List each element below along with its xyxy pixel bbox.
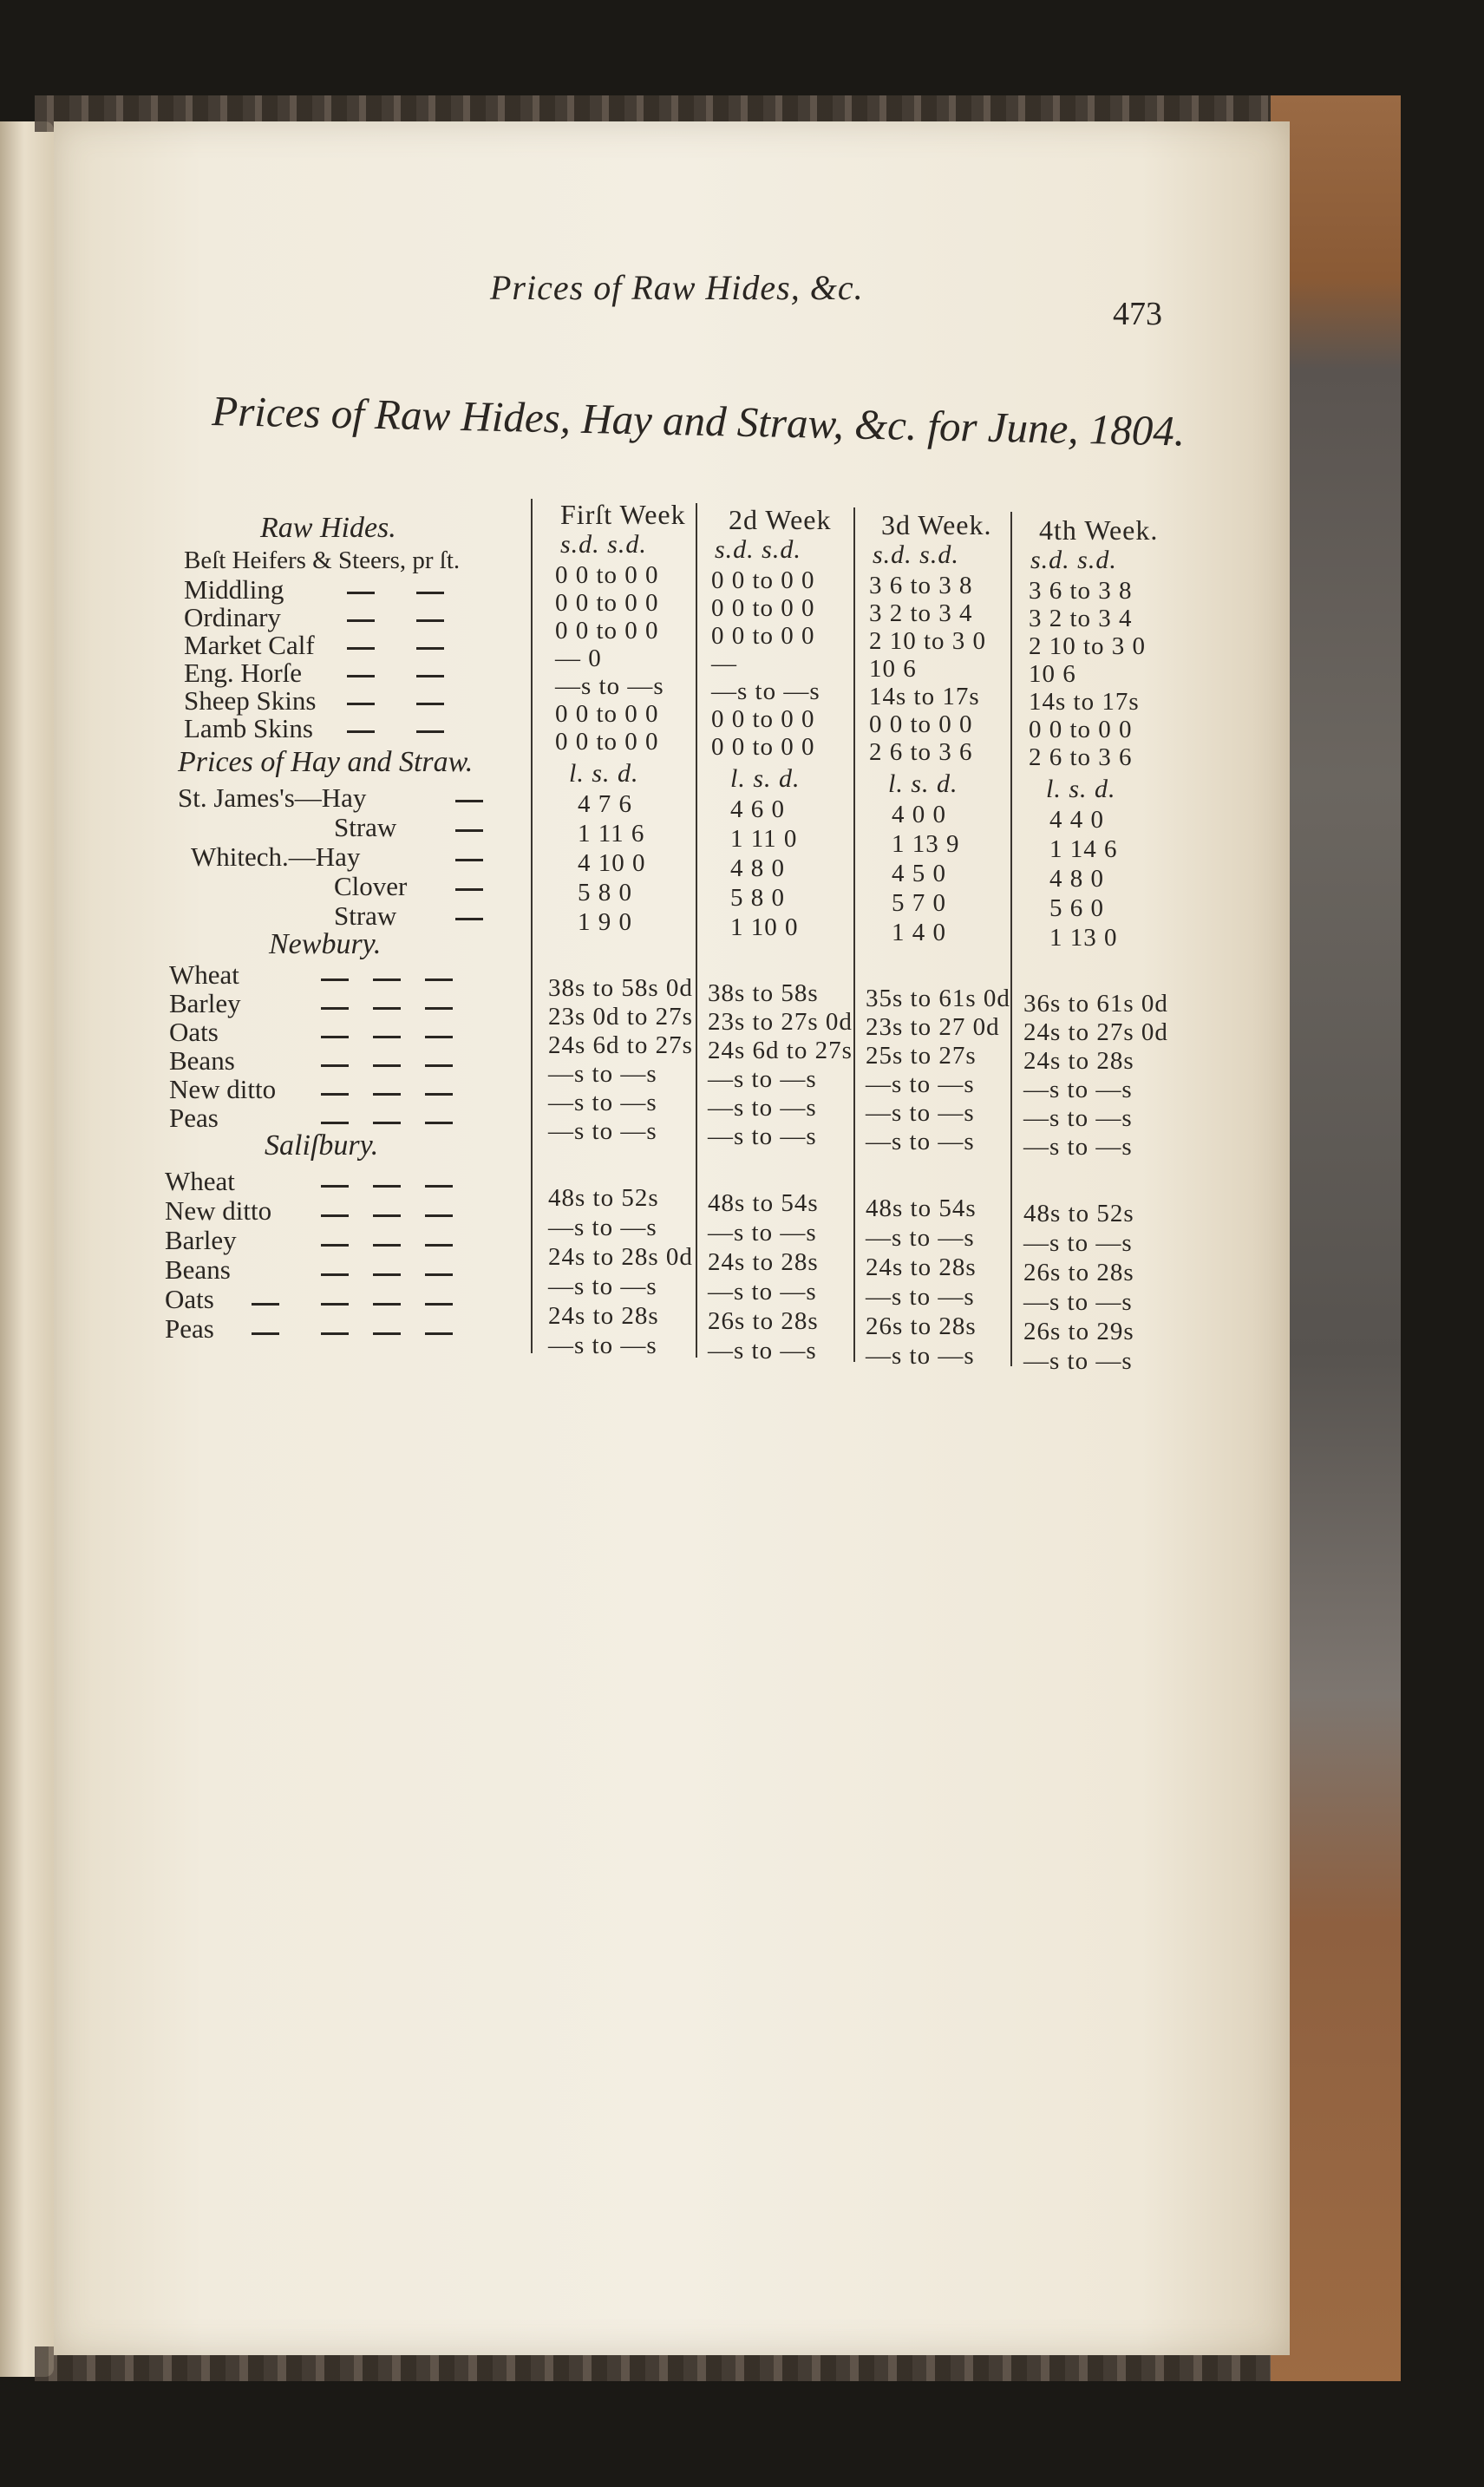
- salisbury-label: Peas: [165, 1313, 214, 1344]
- dash: [455, 859, 483, 861]
- salisbury-heading: Saliſbury.: [265, 1129, 379, 1162]
- lsd-heading: l. s. d.: [569, 759, 639, 788]
- hide-price: 0 0 to 0 0: [555, 617, 659, 645]
- hay-label: St. James's—Hay: [178, 782, 367, 813]
- hay-label: Straw: [334, 812, 397, 842]
- newbury-price: —s to —s: [1023, 1133, 1133, 1161]
- hide-price: 2 6 to 3 6: [1029, 743, 1133, 771]
- salisbury-price: —s to —s: [548, 1214, 657, 1241]
- hay-price: 1 13 9: [892, 830, 960, 858]
- salisbury-price: —s to —s: [866, 1224, 975, 1252]
- salisbury-price: —s to —s: [708, 1278, 817, 1306]
- hide-price: 3 2 to 3 4: [1029, 605, 1133, 632]
- hay-price: 5 8 0: [730, 884, 785, 912]
- salisbury-price: —s to —s: [708, 1337, 817, 1365]
- salisbury-price: 48s to 52s: [1023, 1200, 1134, 1227]
- newbury-price: 24s to 27s 0d: [1023, 1018, 1168, 1046]
- salisbury-price: —s to —s: [1023, 1347, 1133, 1375]
- newbury-price: 23s to 27s 0d: [708, 1008, 853, 1036]
- newbury-label: New ditto: [169, 1074, 277, 1104]
- hay-price: 1 9 0: [578, 908, 632, 936]
- dash: [347, 619, 375, 622]
- salisbury-label: Beans: [165, 1254, 231, 1285]
- hay-price: 1 10 0: [730, 913, 799, 941]
- newbury-price: 23s 0d to 27s: [548, 1003, 693, 1031]
- hide-label: Market Calf: [184, 630, 315, 660]
- lsd-heading: l. s. d.: [1046, 775, 1116, 803]
- salisbury-price: 26s to 28s: [1023, 1259, 1134, 1286]
- dash: [347, 592, 375, 594]
- newbury-price: 23s to 27 0d: [866, 1013, 1000, 1041]
- hide-price: —s to —s: [555, 672, 664, 700]
- lsd-heading: l. s. d.: [730, 764, 801, 793]
- week-heading: 3d Week.: [881, 509, 992, 540]
- hide-price: 14s to 17s: [869, 683, 980, 710]
- raw-hides-heading: Raw Hides.: [260, 512, 396, 544]
- hay-price: 5 8 0: [578, 879, 632, 906]
- hide-price: 0 0 to 0 0: [1029, 716, 1133, 743]
- dash: [425, 1007, 453, 1010]
- hide-label: Ordinary: [184, 602, 281, 632]
- salisbury-price: —s to —s: [548, 1273, 657, 1300]
- dash: [373, 1273, 401, 1276]
- facing-page-edge: [0, 121, 54, 2377]
- newbury-price: 25s to 27s: [866, 1042, 977, 1070]
- hide-price: 3 6 to 3 8: [869, 572, 973, 599]
- dash: [347, 730, 375, 733]
- week-heading: 4th Week.: [1039, 514, 1159, 546]
- page-title: Prices of Raw Hides, Hay and Straw, &c. for June, 1804.: [211, 386, 1186, 455]
- salisbury-price: 48s to 52s: [548, 1184, 659, 1212]
- dash: [321, 1093, 349, 1096]
- hide-label: Beſt Heifers & Steers, pr ſt.: [184, 546, 461, 574]
- dash: [373, 1244, 401, 1247]
- hay-price: 1 4 0: [892, 919, 946, 946]
- salisbury-label: New ditto: [165, 1195, 272, 1226]
- dash: [321, 1036, 349, 1038]
- dash: [425, 1185, 453, 1188]
- newbury-label: Peas: [169, 1103, 219, 1133]
- dash: [455, 800, 483, 802]
- dash: [321, 1244, 349, 1247]
- salisbury-price: 48s to 54s: [708, 1189, 819, 1217]
- dash: [416, 675, 444, 677]
- salisbury-label: Barley: [165, 1225, 237, 1255]
- dash: [425, 1244, 453, 1247]
- dash: [347, 703, 375, 705]
- hide-price: 2 10 to 3 0: [1029, 632, 1147, 660]
- hay-label: Whitech.—Hay: [191, 841, 361, 872]
- hide-price: — 0: [555, 645, 602, 672]
- newbury-price: 35s to 61s 0d: [866, 985, 1010, 1012]
- hide-price: 10 6: [1029, 660, 1076, 688]
- column-rule: [1010, 512, 1012, 1366]
- hay-price: 4 4 0: [1049, 806, 1104, 834]
- book-cover-right: [1271, 95, 1401, 2381]
- newbury-price: —s to —s: [866, 1099, 975, 1127]
- hide-price: 0 0 to 0 0: [555, 700, 659, 728]
- hide-price: —s to —s: [711, 677, 820, 705]
- hay-price: 4 10 0: [578, 849, 646, 877]
- hide-label: Sheep Skins: [184, 685, 317, 716]
- hide-price: 0 0 to 0 0: [555, 561, 659, 589]
- salisbury-price: 24s to 28s: [548, 1302, 659, 1330]
- hay-price: 1 14 6: [1049, 835, 1118, 863]
- newbury-price: 24s 6d to 27s: [708, 1037, 853, 1064]
- dash: [373, 1185, 401, 1188]
- newbury-label: Barley: [169, 988, 241, 1018]
- newbury-price: 24s to 28s: [1023, 1047, 1134, 1075]
- newbury-price: —s to —s: [708, 1122, 817, 1150]
- hide-price: 0 0 to 0 0: [711, 594, 815, 622]
- hide-price: 0 0 to 0 0: [711, 733, 815, 761]
- newbury-label: Beans: [169, 1045, 235, 1076]
- dash: [321, 1007, 349, 1010]
- dash: [425, 1214, 453, 1217]
- hide-price: 14s to 17s: [1029, 688, 1140, 716]
- dash: [347, 647, 375, 650]
- hide-price: 2 10 to 3 0: [869, 627, 987, 655]
- dash: [321, 1064, 349, 1067]
- dash: [373, 978, 401, 981]
- hide-price: 2 6 to 3 6: [869, 738, 973, 766]
- hide-price: 0 0 to 0 0: [711, 566, 815, 594]
- hide-label: Lamb Skins: [184, 713, 313, 743]
- hay-price: 4 8 0: [730, 854, 785, 882]
- newbury-price: 38s to 58s 0d: [548, 974, 693, 1002]
- newbury-price: 38s to 58s: [708, 979, 819, 1007]
- dash: [425, 1122, 453, 1124]
- newbury-heading: Newbury.: [269, 928, 382, 960]
- dash: [252, 1303, 279, 1306]
- hay-price: 5 6 0: [1049, 894, 1104, 922]
- hide-price: —: [711, 650, 737, 677]
- dash: [416, 647, 444, 650]
- dash: [347, 675, 375, 677]
- hay-price: 1 11 0: [730, 825, 798, 853]
- newbury-price: 36s to 61s 0d: [1023, 990, 1168, 1018]
- dash: [321, 1332, 349, 1335]
- dash: [373, 1007, 401, 1010]
- dash: [252, 1332, 279, 1335]
- week-heading: 2d Week: [729, 504, 832, 535]
- newbury-label: Oats: [169, 1017, 219, 1047]
- newbury-price: —s to —s: [708, 1094, 817, 1122]
- dash: [416, 730, 444, 733]
- hay-price: 1 11 6: [578, 820, 645, 848]
- dash: [416, 703, 444, 705]
- salisbury-price: 24s to 28s 0d: [548, 1243, 693, 1271]
- page-number: 473: [1113, 296, 1162, 332]
- hide-price: 0 0 to 0 0: [711, 705, 815, 733]
- newbury-price: —s to —s: [1023, 1104, 1133, 1132]
- running-head: Prices of Raw Hides, &c.: [490, 268, 864, 307]
- salisbury-price: —s to —s: [866, 1283, 975, 1311]
- newbury-price: —s to —s: [866, 1070, 975, 1098]
- hide-price: 0 0 to 0 0: [869, 710, 973, 738]
- column-rule: [853, 507, 855, 1362]
- hide-label: Middling: [184, 574, 284, 605]
- dash: [321, 1122, 349, 1124]
- dash: [425, 978, 453, 981]
- column-rule: [696, 503, 697, 1358]
- newbury-price: —s to —s: [548, 1117, 657, 1145]
- column-rule: [531, 499, 533, 1353]
- salisbury-label: Wheat: [165, 1166, 235, 1196]
- salisbury-price: 24s to 28s: [708, 1248, 819, 1276]
- week-heading: Firſt Week: [560, 499, 686, 530]
- dash: [373, 1303, 401, 1306]
- salisbury-price: 26s to 28s: [866, 1312, 977, 1340]
- dash: [425, 1303, 453, 1306]
- salisbury-price: 26s to 28s: [708, 1307, 819, 1335]
- hay-heading: Prices of Hay and Straw.: [178, 746, 474, 778]
- dash: [425, 1332, 453, 1335]
- dash: [455, 918, 483, 920]
- dash: [425, 1273, 453, 1276]
- salisbury-price: —s to —s: [548, 1332, 657, 1359]
- dash: [455, 888, 483, 891]
- dash: [425, 1036, 453, 1038]
- salisbury-price: —s to —s: [1023, 1288, 1133, 1316]
- hide-label: Eng. Horſe: [184, 658, 303, 688]
- salisbury-price: 26s to 29s: [1023, 1318, 1134, 1345]
- dash: [373, 1093, 401, 1096]
- hay-label: Straw: [334, 900, 397, 931]
- dash: [373, 1036, 401, 1038]
- newbury-price: —s to —s: [866, 1128, 975, 1155]
- hide-price: 10 6: [869, 655, 917, 683]
- dash: [416, 592, 444, 594]
- newbury-price: —s to —s: [1023, 1076, 1133, 1103]
- dash: [416, 619, 444, 622]
- dash: [321, 1303, 349, 1306]
- hay-price: 4 8 0: [1049, 865, 1104, 893]
- dash: [425, 1093, 453, 1096]
- lsd-heading: l. s. d.: [888, 769, 958, 798]
- hide-price: 0 0 to 0 0: [711, 622, 815, 650]
- hay-price: 4 0 0: [892, 801, 946, 828]
- dash: [455, 829, 483, 832]
- week-subheading: s.d. s.d.: [560, 530, 647, 559]
- dash: [373, 1214, 401, 1217]
- hay-price: 4 6 0: [730, 795, 785, 823]
- hide-price: 3 6 to 3 8: [1029, 577, 1133, 605]
- hay-price: 5 7 0: [892, 889, 946, 917]
- salisbury-price: 24s to 28s: [866, 1253, 977, 1281]
- newbury-price: —s to —s: [708, 1065, 817, 1093]
- dash: [321, 1214, 349, 1217]
- salisbury-price: 48s to 54s: [866, 1194, 977, 1222]
- dash: [373, 1064, 401, 1067]
- dash: [321, 978, 349, 981]
- row-labels: [165, 512, 529, 1345]
- newbury-label: Wheat: [169, 959, 239, 990]
- hide-price: 0 0 to 0 0: [555, 728, 659, 756]
- hay-price: 4 7 6: [578, 790, 632, 818]
- salisbury-price: —s to —s: [708, 1219, 817, 1247]
- dash: [373, 1332, 401, 1335]
- salisbury-label: Oats: [165, 1284, 214, 1314]
- week-subheading: s.d. s.d.: [1030, 546, 1117, 574]
- hide-price: 0 0 to 0 0: [555, 589, 659, 617]
- hay-label: Clover: [334, 871, 408, 901]
- salisbury-price: —s to —s: [1023, 1229, 1133, 1257]
- dash: [373, 1122, 401, 1124]
- dash: [321, 1185, 349, 1188]
- newbury-price: 24s 6d to 27s: [548, 1031, 693, 1059]
- dash: [321, 1273, 349, 1276]
- week-subheading: s.d. s.d.: [873, 540, 959, 569]
- hay-price: 4 5 0: [892, 860, 946, 887]
- hay-price: 1 13 0: [1049, 924, 1118, 952]
- week-subheading: s.d. s.d.: [715, 535, 801, 564]
- newbury-price: —s to —s: [548, 1060, 657, 1088]
- hide-price: 3 2 to 3 4: [869, 599, 973, 627]
- salisbury-price: —s to —s: [866, 1342, 975, 1370]
- newbury-price: —s to —s: [548, 1089, 657, 1116]
- dash: [425, 1064, 453, 1067]
